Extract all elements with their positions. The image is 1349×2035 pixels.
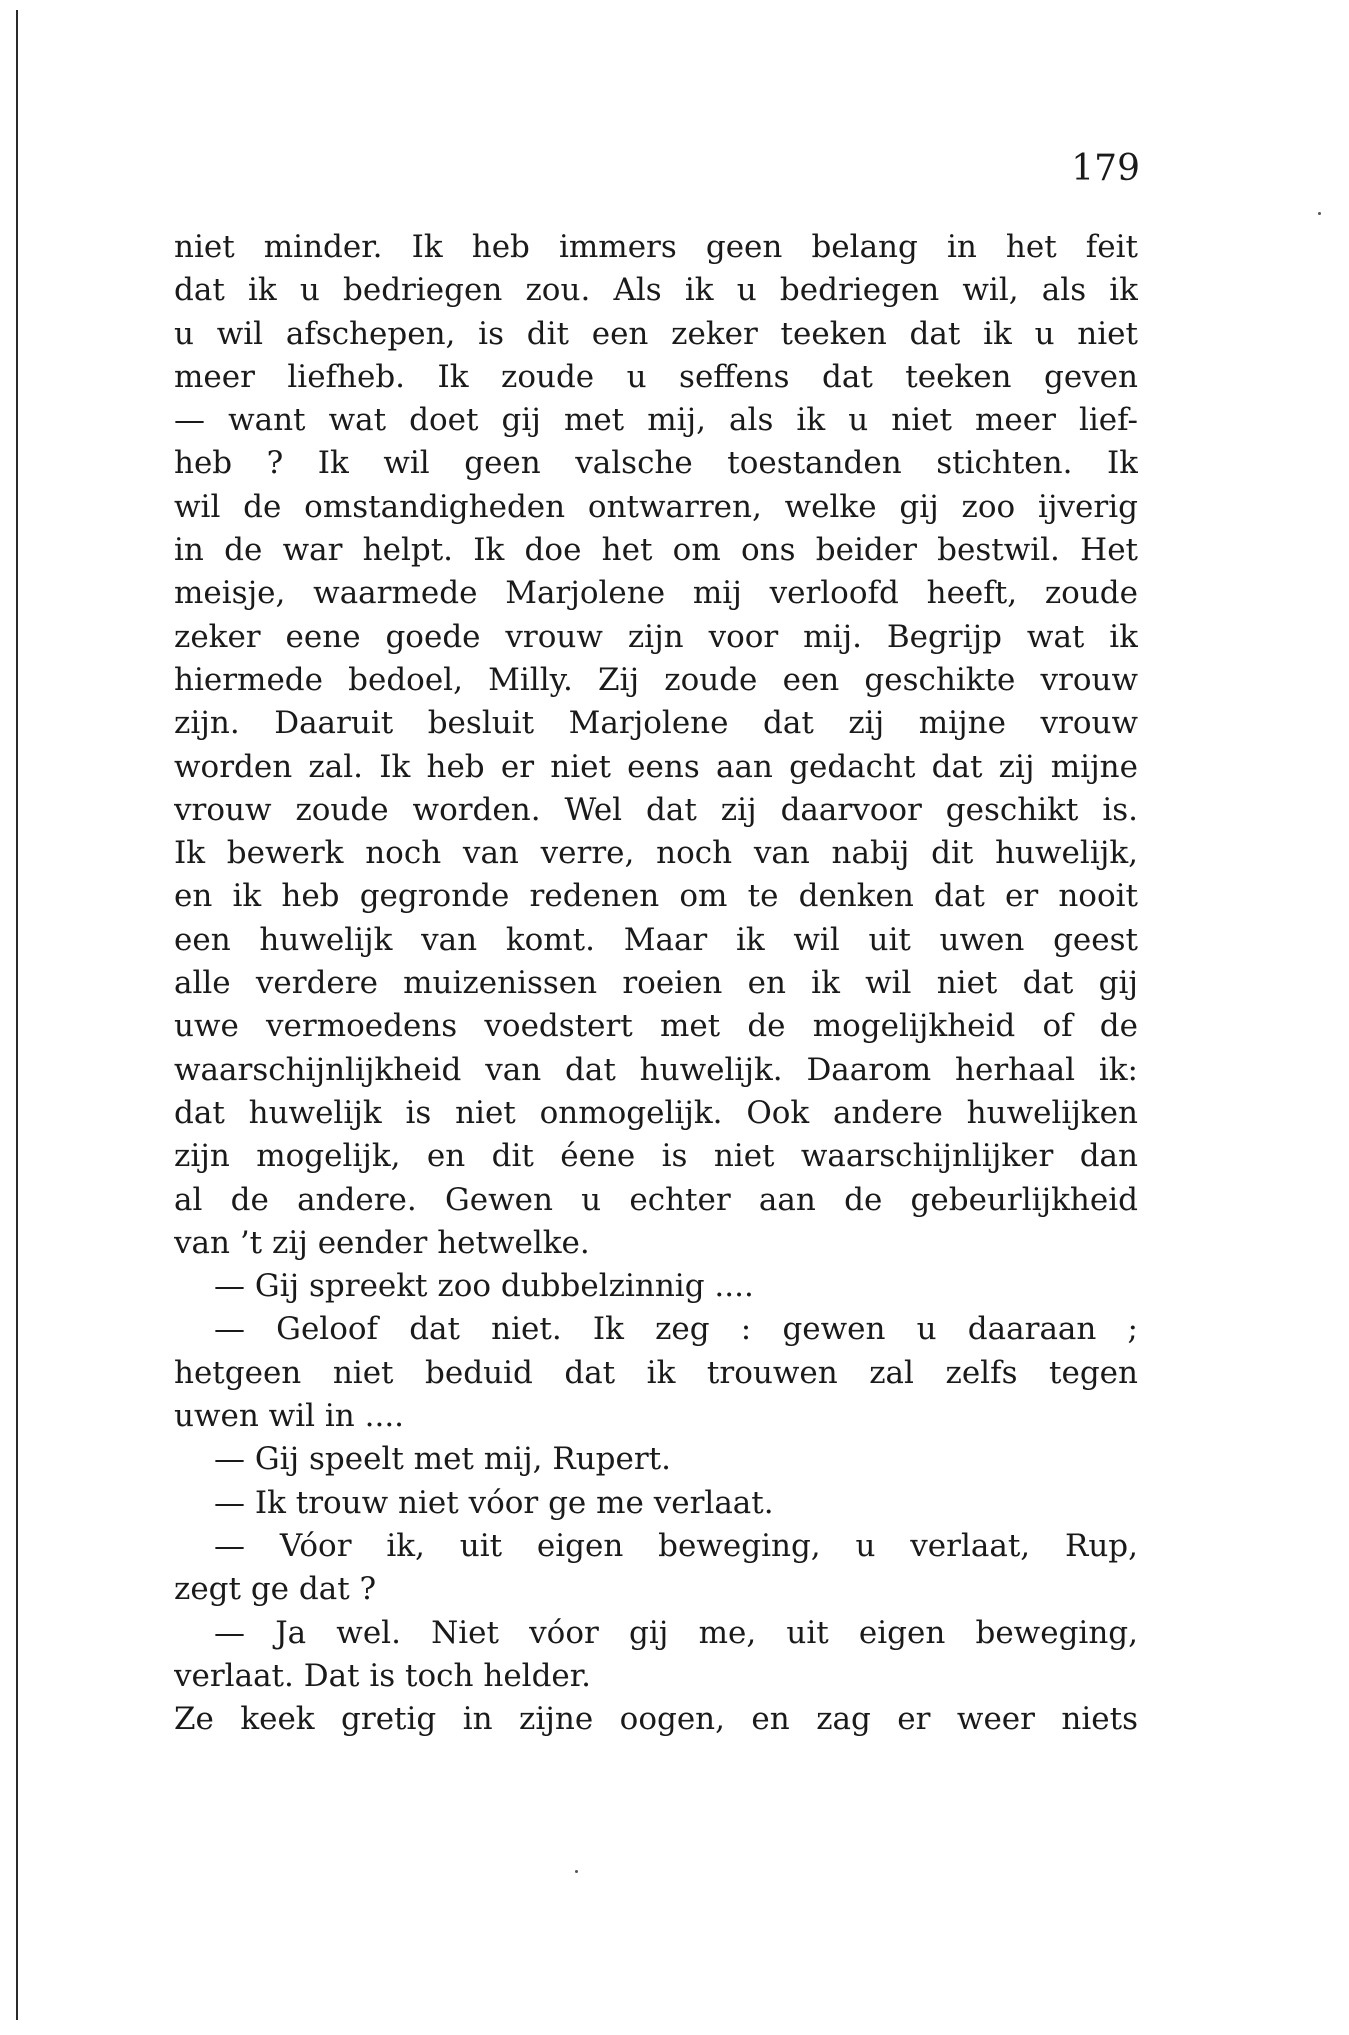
text-line: niet minder. Ik heb immers geen belang in het feit <box>174 229 1138 265</box>
text-line: een huwelijk van komt. Maar ik wil uit uwen geest <box>174 921 1138 958</box>
body-text <box>174 226 1138 1741</box>
text-line: meer liefheb. Ik zoude u seffens dat teeken geven <box>174 358 1138 395</box>
dialogue-line: — Vóor ik, uit eigen beweging, u verlaat, Rup, <box>214 1527 1138 1564</box>
text-line: zegt ge dat ? <box>174 1571 377 1608</box>
text-line: wil de omstandigheden ontwarren, welke gij zoo ijverig <box>174 488 1138 525</box>
text-line: Ik bewerk noch van verre, noch van nabij dit huwelijk, <box>174 835 1138 872</box>
text-line: zijn. Daaruit besluit Marjolene dat zij mijne vrouw <box>174 705 1138 742</box>
text-line: hetgeen niet beduid dat ik trouwen zal zelfs tegen <box>174 1354 1138 1391</box>
text-line: zijn mogelijk, en dit éene is niet waarschijnlijker dan <box>174 1138 1138 1175</box>
text-line: dat ik u bedriegen zou. Als ik u bedriegen wil, als ik <box>174 272 1138 309</box>
text-line: worden zal. Ik heb er niet eens aan gedacht dat zij mijne <box>174 748 1138 785</box>
dialogue-line: — Gij speelt met mij, Rupert. <box>214 1441 671 1478</box>
dialogue-line: — Ik trouw niet vóor ge me verlaat. <box>214 1484 774 1521</box>
dialogue-line: — Geloof dat niet. Ik zeg : gewen u daaraan ; <box>214 1311 1138 1348</box>
text-line: Ze keek gretig in zijne oogen, en zag er weer niets <box>174 1701 1138 1738</box>
text-line: dat huwelijk is niet onmogelijk. Ook andere huwelijken <box>174 1094 1138 1131</box>
scan-speck <box>1318 212 1321 215</box>
text-line: hiermede bedoel, Milly. Zij zoude een geschikte vrouw <box>174 661 1138 698</box>
text-line: en ik heb gegronde redenen om te denken dat er nooit <box>174 878 1138 915</box>
text-line: waarschijnlijkheid van dat huwelijk. Daarom herhaal ik: <box>174 1051 1138 1088</box>
text-line: — want wat doet gij met mij, als ik u niet meer lief- <box>174 402 1138 439</box>
text-line: vrouw zoude worden. Wel dat zij daarvoor geschikt is. <box>174 791 1138 828</box>
text-line: verlaat. Dat is toch helder. <box>174 1657 592 1694</box>
text-line: heb ? Ik wil geen valsche toestanden stichten. Ik <box>174 445 1138 482</box>
text-line: uwen wil in .... <box>174 1398 405 1435</box>
text-line: u wil afschepen, is dit een zeker teeken dat ik u niet <box>174 315 1138 352</box>
page-number: 179 <box>1071 148 1140 189</box>
scan-speck <box>575 1870 578 1873</box>
text-line: meisje, waarmede Marjolene mij verloofd heeft, zoude <box>174 575 1138 612</box>
text-line: al de andere. Gewen u echter aan de gebeurlijkheid <box>174 1181 1138 1218</box>
text-line: alle verdere muizenissen roeien en ik wil niet dat gij <box>174 965 1138 1002</box>
scan-gutter-line <box>16 10 18 2020</box>
text-line: van ’t zij eender hetwelke. <box>174 1224 590 1261</box>
text-line: in de war helpt. Ik doe het om ons beider bestwil. Het <box>174 532 1138 569</box>
dialogue-line: — Gij spreekt zoo dubbelzinnig .... <box>214 1268 754 1305</box>
text-line: uwe vermoedens voedstert met de mogelijkheid of de <box>174 1008 1138 1045</box>
dialogue-line: — Ja wel. Niet vóor gij me, uit eigen beweging, <box>214 1614 1138 1651</box>
text-line: zeker eene goede vrouw zijn voor mij. Begrijp wat ik <box>174 618 1138 655</box>
